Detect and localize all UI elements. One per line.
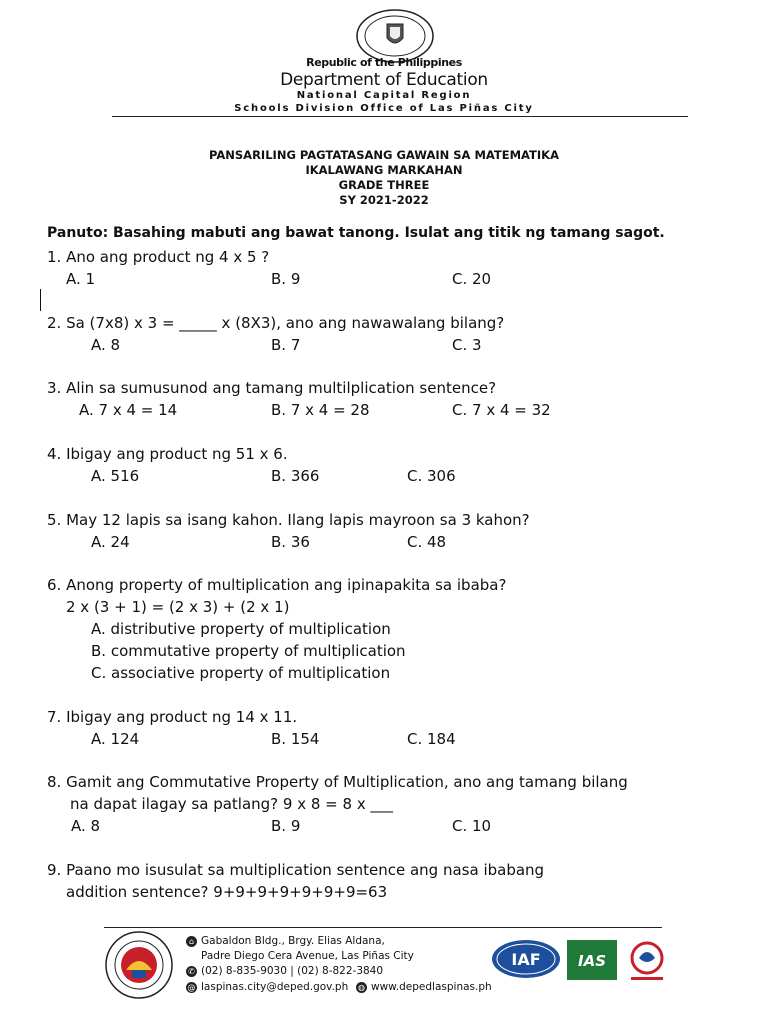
question-8-line-2: na dapat ilagay sa patlang? 9 x 8 = 8 x ___ [70,795,393,813]
q4-option-c: C. 306 [407,467,456,485]
certification-logo [621,940,673,984]
footer-address-2: Padre Diego Cera Avenue, Las Piñas City [201,950,414,962]
header-republic: Republic of the Philippines [306,56,462,69]
q6-equation: 2 x (3 + 1) = (2 x 3) + (2 x 1) [66,598,290,616]
title-line-3: GRADE THREE [338,178,430,192]
phone-icon: ✆ [186,966,197,977]
q5-option-c: C. 48 [407,533,447,551]
question-4: 4. Ibigay ang product ng 51 x 6. [47,445,288,463]
footer-phone: ✆ (02) 8-835-9030 | (02) 8-822-3840 [186,965,383,977]
question-1: 1. Ano ang product ng 4 x 5 ? [47,248,270,266]
footer-address-1: ⌂ Gabaldon Bldg., Brgy. Elias Aldana, [186,935,385,947]
header-division: Schools Division Office of Las Piñas City [234,103,534,114]
iaf-logo [490,938,562,980]
q1-option-c: C. 20 [452,270,492,288]
title-line-2: IKALAWANG MARKAHAN [305,163,463,177]
ias-logo-text: IAS [578,952,606,970]
question-3: 3. Alin sa sumusunod ang tamang multilplication sentence? [47,379,497,397]
globe-icon: ◍ [356,982,367,993]
header-divider [112,116,688,117]
q8-option-b: B. 9 [271,817,301,835]
q5-option-b: B. 36 [271,533,310,551]
q1-option-b: B. 9 [271,270,301,288]
q6-option-c: C. associative property of multiplication [91,664,391,682]
text-cursor [40,289,41,311]
q7-option-c: C. 184 [407,730,456,748]
header-department: Department of Education [280,70,488,90]
question-9: 9. Paano mo isusulat sa multiplication sentence ang nasa ibabang [47,861,545,879]
iaf-logo-text: IAF [511,950,541,969]
q1-option-a: A. 1 [66,270,96,288]
question-5: 5. May 12 lapis sa isang kahon. Ilang lapis mayroon sa 3 kahon? [47,511,530,529]
email-icon: @ [187,982,196,992]
q3-option-b: B. 7 x 4 = 28 [271,401,370,419]
q8-option-a: A. 8 [71,817,101,835]
header-region: National Capital Region [296,90,472,101]
q2-option-b: B. 7 [271,336,301,354]
question-2: 2. Sa (7x8) x 3 = _____ x (8X3), ano ang nawawalang bilang? [47,314,505,332]
q4-option-b: B. 366 [271,467,320,485]
q8-option-c: C. 10 [452,817,492,835]
question-8: 8. Gamit ang Commutative Property of Multiplication, ano ang tamang bilang [47,773,628,791]
footer-divider [104,927,662,928]
q6-option-b: B. commutative property of multiplication [91,642,406,660]
ias-logo [567,940,617,980]
title-line-1: PANSARILING PAGTATASANG GAWAIN SA MATEMATIKA [209,148,559,162]
q3-option-a: A. 7 x 4 = 14 [79,401,178,419]
division-seal-icon [104,930,174,1000]
q6-option-a: A. distributive property of multiplication [91,620,391,638]
q7-option-b: B. 154 [271,730,320,748]
q2-option-a: A. 8 [91,336,121,354]
q7-option-a: A. 124 [91,730,140,748]
building-icon: ⌂ [186,936,197,947]
footer-email[interactable]: @ laspinas.city@deped.gov.ph [187,981,349,993]
question-7: 7. Ibigay ang product ng 14 x 11. [47,708,298,726]
question-9-line-2: addition sentence? 9+9+9+9+9+9+9=63 [66,883,388,901]
question-6: 6. Anong property of multiplication ang ipinapakita sa ibaba? [47,576,507,594]
q5-option-a: A. 24 [91,533,130,551]
footer-website[interactable]: ◍ www.depedlaspinas.ph [358,981,492,993]
q2-option-c: C. 3 [452,336,482,354]
q3-option-c: C. 7 x 4 = 32 [452,401,551,419]
q4-option-a: A. 516 [91,467,140,485]
title-line-4: SY 2021-2022 [339,193,429,207]
instructions: Panuto: Basahing mabuti ang bawat tanong. Isulat ang titik ng tamang sagot. [47,225,665,241]
